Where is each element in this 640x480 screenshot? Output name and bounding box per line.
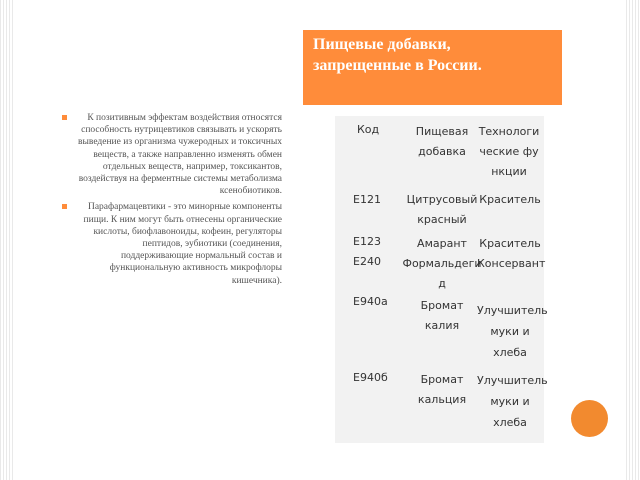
bullet-list [62,112,282,291]
slide-title: Пищевые добавки, запрещенные в России. [313,36,482,74]
left-decorative-border [0,0,14,480]
row-function: Улучшитель муки и хлеба [477,304,548,359]
header-code: Код [357,123,380,136]
orange-circle-decoration [571,400,608,437]
row-additive: Бромат кальция [417,373,467,406]
row-additive: Амарант [417,237,467,250]
row-function: Улучшитель муки и хлеба [477,374,548,429]
row-code: Е123 [353,235,381,248]
row-additive: Бромат калия [420,299,464,332]
bullet-item: К позитивным эффектам воздействия относятся способность нутрицевтиков связывать и ускорять выведение из организма чужеродных и токсичных веществ, а также направленно изменять обмен отдельных веществ, например, токсикантов, воздействуя на ферментные системы метаболизма ксенобиотиков. [62,112,282,197]
bullet-item: Парафармацевтики - это минорные компоненты пищи. К ним могут быть отнесены органические кислоты, биофлавоноиды, кофеин, регуляторы пептидов, эубиотики (соединения, поддерживающие нормальный состав и функциональную активность микрофлоры кишечника). [62,201,282,286]
header-additive: Пищевая добавка [415,125,469,158]
additives-table [335,116,548,443]
row-code: Е240 [353,255,381,268]
right-decorative-border [626,0,640,480]
row-code: Е121 [353,193,381,206]
header-function: Технологические функции [478,125,540,178]
row-function: Краситель [479,193,541,206]
row-function: Консервант [477,257,546,270]
row-additive: Формальдегид [402,257,482,290]
row-code: Е940а [353,295,388,308]
row-function: Краситель [479,237,541,250]
row-additive: Цитрусовый красный [406,193,478,226]
row-code: Е940б [353,371,388,384]
slide-title-box [303,30,562,105]
